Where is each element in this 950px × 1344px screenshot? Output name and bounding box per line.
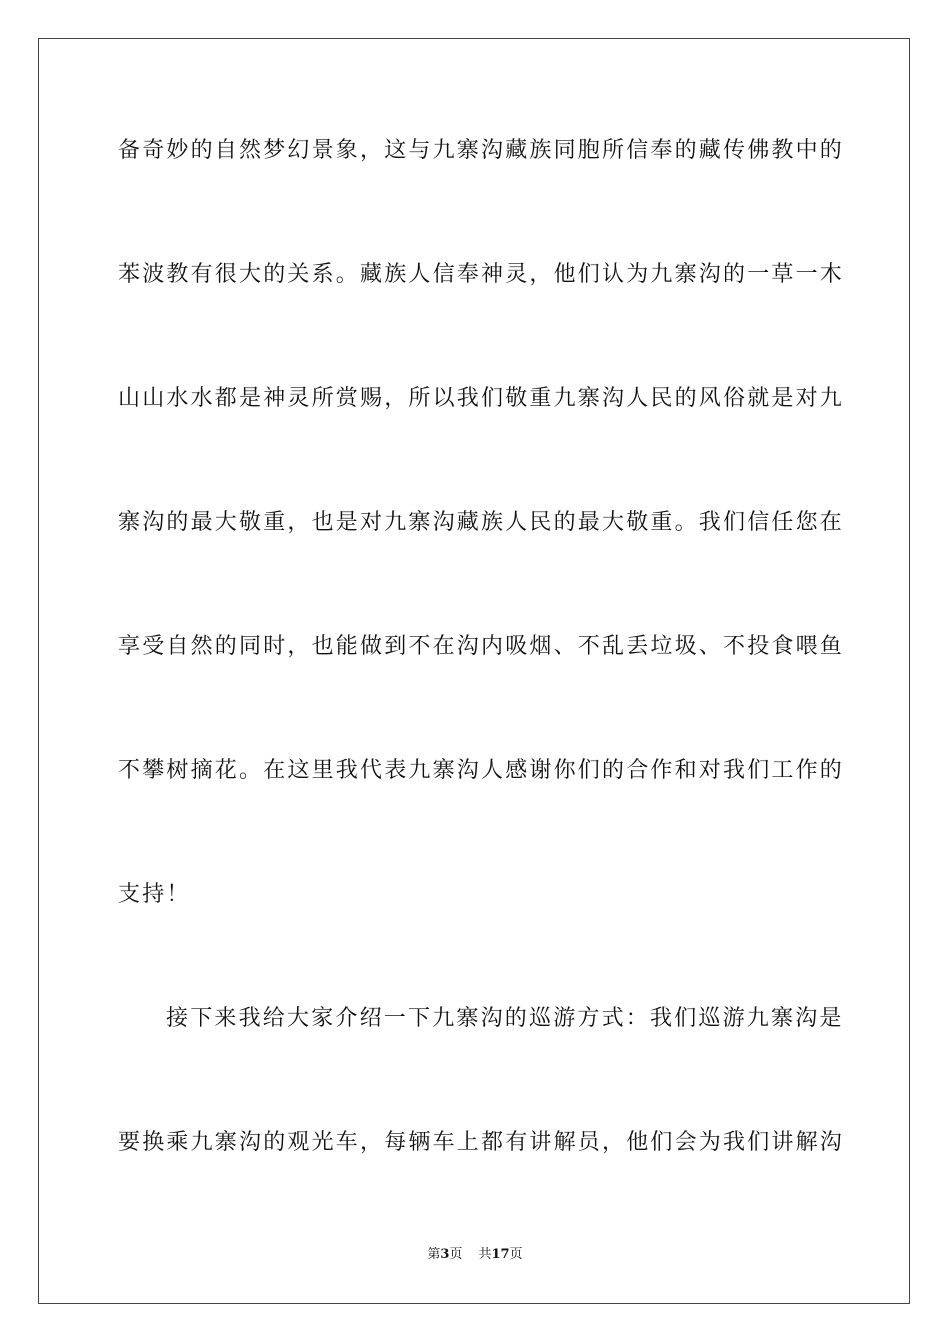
page-number: 3 [440,1247,450,1262]
paragraph-line: 寨沟的最大敬重，也是对九寨沟藏族人民的最大敬重。我们信任您在 [118,510,845,535]
paragraph-line-indented: 接下来我给大家介绍一下九寨沟的巡游方式：我们巡游九寨沟是 [166,1006,844,1031]
paragraph-line: 苯波教有很大的关系。藏族人信奉神灵，他们认为九寨沟的一草一木 [118,262,845,287]
paragraph-line: 要换乘九寨沟的观光车，每辆车上都有讲解员，他们会为我们讲解沟 [118,1130,845,1155]
page-border [38,38,910,1304]
total-suffix: 页 [509,1247,523,1262]
total-pages: 17 [491,1247,510,1262]
paragraph-line: 不攀树摘花。在这里我代表九寨沟人感谢你们的合作和对我们工作的 [118,758,845,783]
page-footer [0,1246,950,1264]
paragraph-line: 山山水水都是神灵所赏赐，所以我们敬重九寨沟人民的风俗就是对九 [118,386,845,411]
paragraph-line: 备奇妙的自然梦幻景象，这与九寨沟藏族同胞所信奉的藏传佛教中的 [118,138,845,163]
page-suffix: 页 [449,1247,463,1262]
paragraph-line: 享受自然的同时，也能做到不在沟内吸烟、不乱丢垃圾、不投食喂鱼 [118,634,845,659]
page-prefix: 第 [427,1247,441,1262]
total-prefix: 共 [478,1247,492,1262]
paragraph-line: 支持！ [118,882,191,907]
